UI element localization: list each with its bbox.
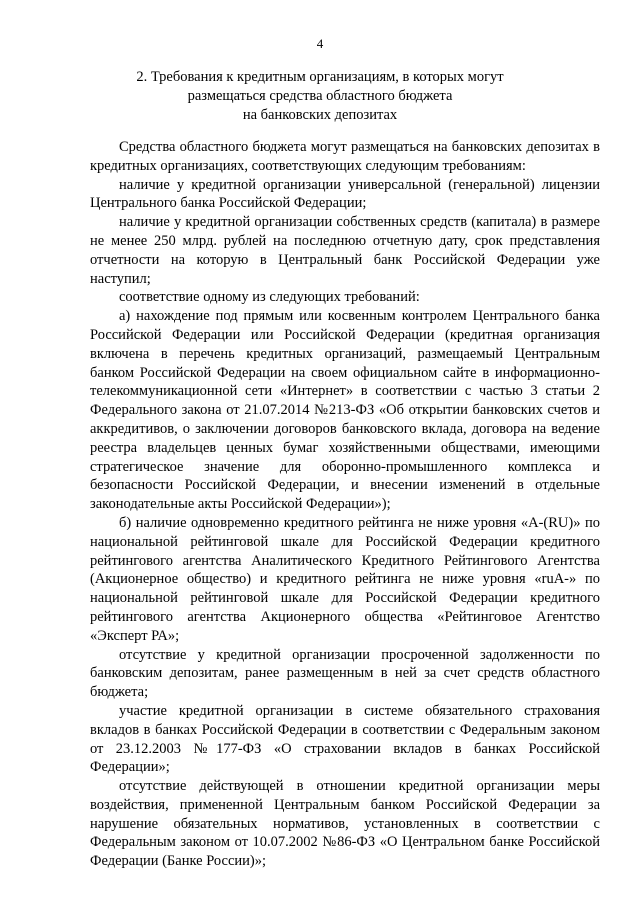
paragraph-item-b: б) наличие одновременно кредитного рейтинга не ниже уровня «A-(RU)» по национальной рейтинговой шкале для Российской Федерации кредитного рейтингового агентства Аналитического Кредитного Рейтингового Агентства (Акционерное общество) и кредитного рейтинга не ниже уровня «ruA-» по национальной рейтинговой шкале для Российской Федерации кредитного рейтингового агентства Акционерного общества «Рейтинговое Агентство «Эксперт РА»; — [90, 514, 600, 644]
paragraph-license-requirement: наличие у кредитной организации универсальной (генеральной) лицензии Центрального банка Российской Федерации; — [90, 176, 600, 212]
section-heading — [110, 68, 530, 125]
paragraph-intro: Средства областного бюджета могут размещаться на банковских депозитах в кредитных организациях, соответствующих следующим требованиям: — [90, 139, 600, 174]
paragraph-no-overdue-debt: отсутствие у кредитной организации просроченной задолженности по банковским депозитам, ранее размещенным в ней за счет средств областного бюджета; — [90, 646, 600, 701]
body-text — [90, 138, 600, 871]
page-number: 4 — [316, 36, 324, 51]
paragraph-item-a: а) нахождение под прямым или косвенным контролем Центрального банка Российской Федерации или Российской Федерации (кредитная организация включена в перечень кредитных организаций, размещаемый Центральным банком Российской Федерации на своем официальном сайте в информационно-телекоммуникационной сети «Интернет» в соответствии с частью 3 статьи 2 Федерального закона от 21.07.2014 №213-ФЗ «Об открытии банковских счетов и аккредитивов, о заключении договоров банковского вклада, договора на ведение реестра владельцев ценных бумаг хозяйственными обществами, имеющими стратегическое значение для оборонно-промышленного комплекса и безопасности Российской Федерации, и внесении изменений в отдельные законодательные акты Российской Федерации»); — [90, 308, 600, 513]
section-heading-line: 2. Требования к кредитным организациям, в которых могут — [136, 69, 504, 85]
section-heading-line: на банковских депозитах — [242, 107, 398, 123]
paragraph-no-sanctions: отсутствие действующей в отношении кредитной организации меры воздействия, примененной Центральным банком Российской Федерации за нарушение обязательных нормативов, установленных в соответствии с Федеральным законом от 10.07.2002 №86-ФЗ «О Центральном банке Российской Федерации (Банке России)»; — [90, 778, 600, 870]
section-heading-line: размещаться средства областного бюджета — [187, 88, 453, 104]
paragraph-deposit-insurance: участие кредитной организации в системе обязательного страхования вкладов в банках Российской Федерации в соответствии с Федеральным законом от 23.12.2003 №177-ФЗ «О страховании вкладов в банках Российской Федерации»; — [90, 702, 600, 776]
paragraph-capital-requirement: наличие у кредитной организации собственных средств (капитала) в размере не менее 250 млрд. рублей на последнюю отчетную дату, срок представления отчетности на которую в Центральный банк Российской Федерации уже наступил; — [90, 214, 600, 287]
paragraph-one-of-requirements: соответствие одному из следующих требований: — [119, 289, 420, 306]
